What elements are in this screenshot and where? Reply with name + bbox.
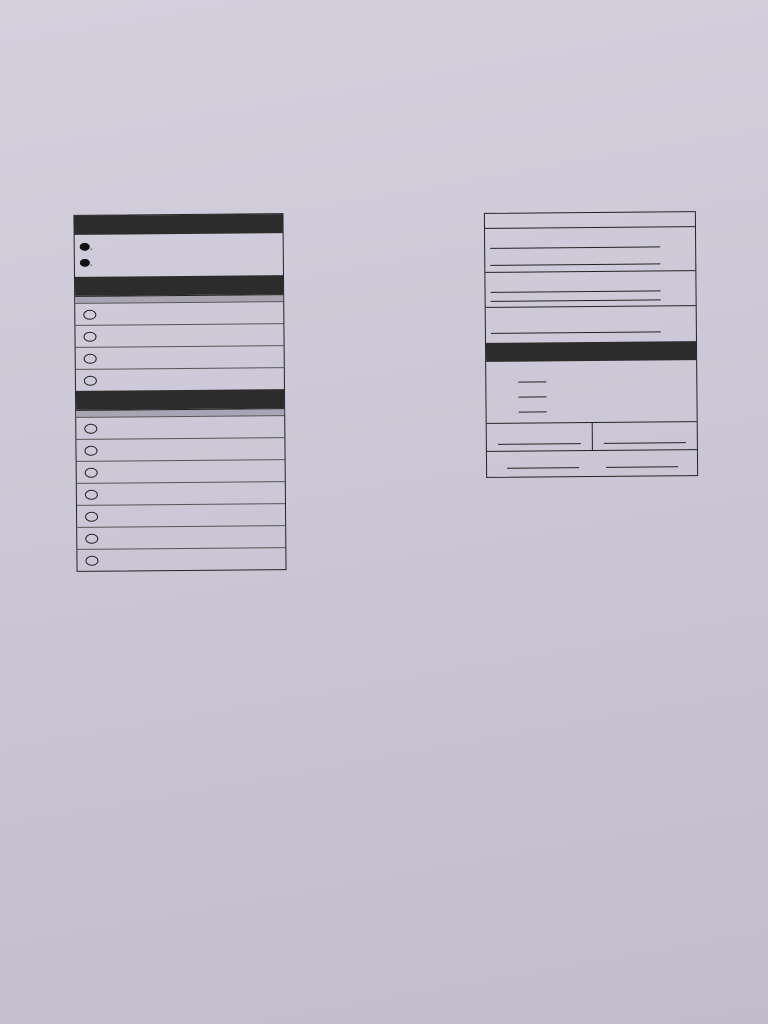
signature-line[interactable] [490, 249, 660, 265]
dup-suffix [595, 424, 693, 425]
orig-bold [490, 425, 588, 426]
check-blank[interactable] [518, 371, 546, 382]
dup-bold [595, 424, 693, 425]
serial-line[interactable] [603, 428, 686, 444]
oval-icon[interactable] [83, 309, 96, 319]
ballot-stub [484, 211, 698, 478]
serial-line[interactable] [498, 429, 581, 445]
candidate-option[interactable] [77, 503, 285, 527]
oval-icon[interactable] [84, 423, 97, 433]
svd-note [491, 302, 691, 304]
initials-line[interactable] [507, 459, 579, 469]
original-serial-box [487, 423, 593, 451]
reason-other[interactable] [518, 400, 688, 412]
signature-line[interactable] [491, 293, 661, 301]
stub-line [489, 214, 691, 216]
judicial-header [75, 275, 283, 296]
remade-initials-section [487, 449, 697, 477]
initials-lines [493, 458, 691, 469]
title-line-2 [258, 127, 508, 130]
check-blank[interactable] [518, 386, 546, 397]
vote-for [82, 412, 278, 414]
reason-damaged[interactable] [518, 385, 688, 397]
initials-line[interactable] [605, 458, 677, 468]
filled-oval-icon [80, 259, 90, 267]
contests-column [73, 213, 286, 572]
oval-icon[interactable] [84, 445, 97, 455]
instructions-body [75, 233, 283, 277]
ballot-title [258, 127, 508, 130]
vote-for [81, 298, 277, 300]
candidate-option[interactable] [75, 301, 283, 325]
notice-to-voters [72, 158, 682, 168]
absentee-section [485, 270, 695, 307]
candidate-option[interactable] [77, 481, 285, 505]
oval-icon[interactable] [85, 511, 98, 521]
oval-icon[interactable] [85, 555, 98, 565]
oval-icon[interactable] [85, 467, 98, 477]
candidate-option[interactable] [76, 415, 284, 439]
official-use-section [486, 360, 696, 417]
instructions-header [74, 214, 282, 235]
contest-title-line-1 [82, 412, 278, 414]
ballot-location [532, 123, 692, 125]
oval-icon[interactable] [83, 331, 96, 341]
write-in-option[interactable] [77, 525, 285, 549]
candidate-option[interactable] [76, 437, 284, 461]
inspectors-note [494, 364, 688, 366]
stub-line [489, 214, 691, 216]
candidate-option[interactable] [76, 345, 284, 369]
write-in-option[interactable] [76, 367, 284, 391]
orig-prefix [490, 425, 588, 426]
cert-title [491, 309, 691, 311]
filled-oval-icon [80, 243, 90, 251]
reason-overvoted[interactable] [518, 370, 688, 382]
location-line-1 [532, 123, 692, 125]
ballot-issued-section [485, 226, 695, 272]
official-use-header [486, 341, 696, 362]
orig-suffix [490, 425, 588, 426]
oval-icon[interactable] [84, 353, 97, 363]
signature-line[interactable] [490, 232, 660, 248]
instructions-p2: . [80, 240, 278, 254]
candidate-option[interactable] [75, 323, 283, 347]
initials-inspectors-label [490, 267, 690, 269]
title-line-3 [258, 127, 508, 130]
instructions-p1 [80, 236, 278, 238]
signature-line[interactable] [490, 276, 660, 292]
school-header [76, 389, 284, 410]
signature-line[interactable] [491, 317, 661, 333]
dup-prefix [595, 424, 693, 425]
contest-title-line-2 [82, 412, 278, 414]
title-line-1 [258, 127, 508, 130]
stub-title [489, 214, 691, 216]
oval-icon[interactable] [85, 489, 98, 499]
voter-assistance-section [486, 305, 696, 337]
stub-line [489, 214, 691, 216]
cert-text [491, 309, 691, 311]
instructions-p3: . [80, 256, 278, 270]
oval-icon[interactable] [84, 375, 97, 385]
contest-title [81, 298, 277, 300]
check-blank[interactable] [518, 401, 546, 412]
candidate-option[interactable] [77, 459, 285, 483]
location-line-2 [532, 123, 692, 125]
duplicate-serial-box [592, 422, 697, 450]
write-in-option[interactable] [77, 547, 285, 571]
oval-icon[interactable] [85, 533, 98, 543]
serial-section [487, 421, 697, 451]
initials-remade-label [493, 471, 691, 473]
stub-line [489, 214, 691, 216]
